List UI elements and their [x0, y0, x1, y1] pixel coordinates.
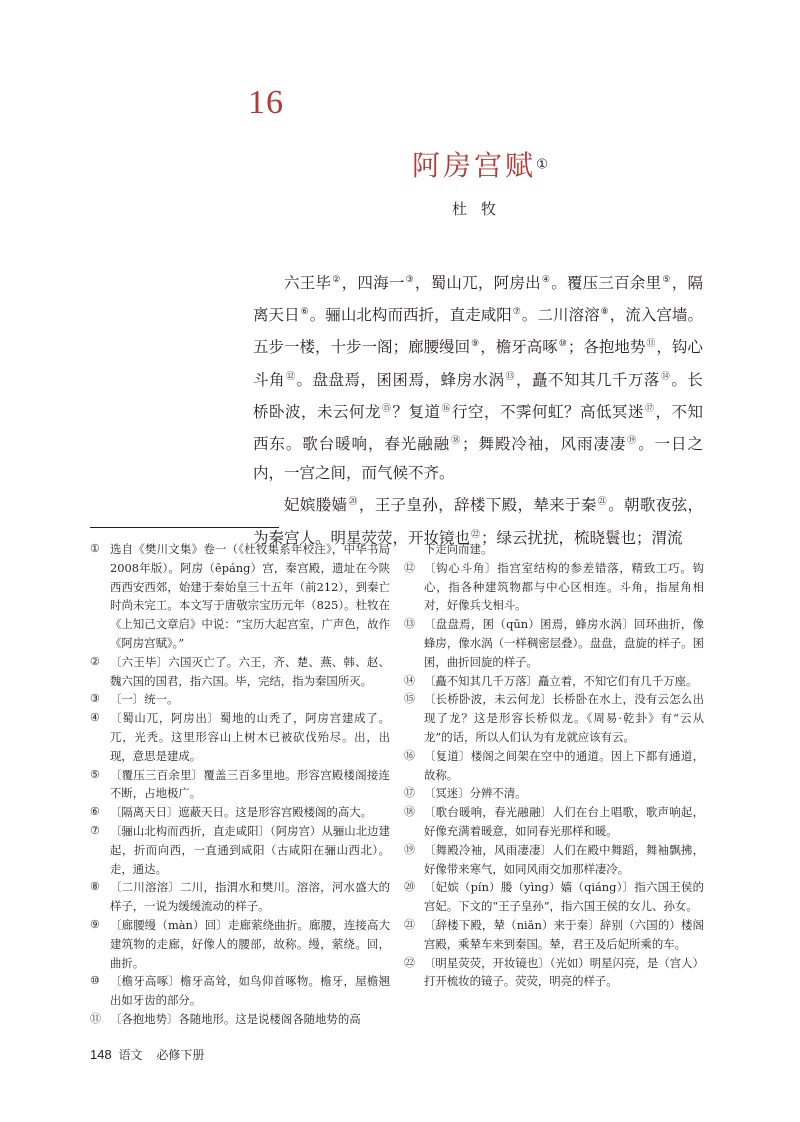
footnote-number: ⑥ [90, 805, 100, 819]
lesson-number: 16 [248, 84, 284, 121]
body-text: 。一日之内，一宫之间，而气候不齐。 [253, 435, 703, 483]
footnote-number: ⑫ [404, 560, 415, 574]
footnote-text: 〔辞楼下殿，辇（niǎn）来于秦〕辞别（六国的）楼阁宫殿，乘辇车来到秦国。辇，君王及后妃所乘的车。 [424, 917, 704, 951]
footnote [404, 672, 704, 691]
footnote-number: ⑤ [90, 767, 100, 781]
footnote-text: 〔盘盘焉，囷（qūn）囷焉，蜂房水涡〕回环曲折，像蜂房，像水涡（一样稠密层叠）。盘盘，盘旋的样子。囷囷，曲折回旋的样子。 [424, 617, 704, 669]
body-text: ，不知西东。歌台暖响，春光融融 [253, 402, 703, 454]
body-text: 。盘盘焉，囷囷焉，蜂房水涡 [296, 370, 505, 389]
body-text: 行空，不霁何虹？高低冥迷 [451, 402, 644, 421]
footnote-ref: ⑯ [441, 403, 451, 414]
footnote-ref: ④ [541, 275, 551, 285]
footnote-number: ⑩ [90, 974, 100, 988]
footnote-number: ⑧ [90, 880, 100, 894]
footnote-ref: ⑰ [644, 403, 655, 414]
footnote-text: 〔舞殿冷袖，风雨凄凄〕人们在殿中舞蹈，舞袖飘拂，好像带来寒气，如同风雨交加那样凄冷。 [424, 842, 704, 876]
footnote-ref: ⑲ [627, 436, 638, 447]
footnotes-right-column [404, 540, 704, 991]
footnote-text: 〔六王毕〕六国灭亡了。六王，齐、楚、燕、韩、赵、魏六国的国君，指六国。毕，完结，指为秦国所灭。 [110, 654, 390, 688]
body-text: ，檐牙高啄 [480, 338, 558, 357]
volume-name: 必修下册 [156, 1048, 205, 1062]
page-title: 阿房宫赋 [412, 149, 537, 182]
footnote-text: 〔明星荧荧，开妆镜也〕（光如）明星闪亮，是（宫人）打开梳妆的镜子。荧荧，明亮的样子。 [424, 955, 704, 989]
body-text: ？复道 [392, 402, 441, 421]
footnote [404, 954, 704, 992]
footnote [90, 766, 390, 804]
footnote [404, 803, 704, 841]
footnote-number: ⑯ [404, 748, 415, 762]
footnote-number: ⑪ [90, 1011, 101, 1025]
footnote-number: ⑨ [90, 917, 100, 931]
body-text: 六王毕 [284, 274, 332, 292]
title-footnote-ref: ① [536, 157, 548, 173]
body-text: ，钩心斗角 [253, 338, 703, 389]
footnote-ref: ㉒ [471, 529, 481, 540]
footnote-text: 〔歌台暖响，春光融融〕人们在台上唱歌，歌声响起，好像充满着暖意，如同春光那样和暖。 [424, 805, 704, 838]
footnote-number: ⑭ [404, 673, 415, 687]
footnote [90, 822, 390, 878]
footnote-text: 〔妃嫔（pín）媵（yìng）嫱（qiáng）〕指六国王侯的宫妃。下文的“王子皇孙”，指六国王侯的女儿、孙女。 [424, 880, 704, 914]
body-text: ，流入宫墙。五步一楼，十步一阁；廊腰缦回 [253, 306, 703, 357]
footnote-text: 选自《樊川文集》卷一（《杜牧集系年校注》，中华书局2008年版）。阿房（ēpáng）宫，秦宫殿，遗址在今陕西西安西郊，始建于秦始皇三十五年（前212），到秦亡时尚未完工。本文写于唐敬宗宝历元年（825）。杜牧在《上知己文章启》中说：“宝历大起宫室，广声色，故作《阿房宫赋》。” [110, 542, 390, 650]
footnote-ref: ⑦ [512, 307, 521, 318]
footnotes-left-column [90, 540, 390, 1029]
page-number: 148 [90, 1047, 112, 1062]
footnote-number: ⑲ [404, 842, 415, 856]
title-block [412, 144, 548, 184]
footnote-number: ③ [90, 692, 100, 706]
body-text: 。长桥卧波，未云何龙 [253, 370, 703, 421]
footnote-ref: ⑧ [600, 307, 609, 318]
footnote-ref: ⑭ [660, 371, 671, 382]
footnote-number: ⑬ [404, 617, 415, 631]
footnote [404, 690, 704, 746]
footnote-text: 〔各抱地势〕各随地形。这是说楼阁各随地势的高 [110, 1011, 361, 1026]
body-text: ，隔离天日 [253, 274, 703, 325]
author: 杜牧 [452, 200, 511, 218]
footnote-number: ⑮ [404, 692, 415, 706]
footnote [90, 709, 390, 765]
footnote-divider [90, 527, 279, 528]
footnote-number: ④ [90, 711, 100, 725]
footnote-number: ㉒ [404, 955, 415, 969]
body-text: 。骊山北构而西折，直走咸阳 [309, 306, 512, 325]
footnote-ref: ⑳ [348, 497, 358, 508]
footnote-ref: ⑤ [662, 275, 671, 285]
page-footer [90, 1046, 204, 1063]
footnote-text: 〔覆压三百余里〕覆盖三百多里地。形容宫殿楼阁接连不断，占地极广。 [110, 767, 390, 801]
footnote-number: ② [90, 654, 100, 668]
footnote [90, 690, 390, 709]
footnote-text: 〔矗不知其几千万落〕矗立着，不知它们有几千万座。 [424, 673, 698, 688]
footnote-ref: ⑥ [300, 307, 309, 318]
body-text: ，王子皇孙，辞楼下殿，辇来于秦 [358, 496, 597, 515]
footnote [90, 803, 390, 822]
book-name: 语文 [118, 1048, 143, 1062]
footnote-text: 〔骊山北构而西折，直走咸阳〕（阿房宫）从骊山北边建起，折而向西，一直通到咸阳（古咸阳在骊山西北）。走，通达。 [110, 823, 390, 876]
footnote-number: ⑳ [404, 880, 415, 894]
footnote-ref: ⑫ [286, 371, 296, 382]
footnote [90, 916, 390, 972]
footnote [404, 559, 704, 615]
footnote [90, 972, 390, 1010]
footnote-ref: ⑱ [451, 436, 462, 447]
body-text: ；舞殿冷袖，风雨凄凄 [462, 435, 627, 454]
body-text: ，矗不知其几千万落 [515, 370, 660, 389]
footnote [90, 653, 390, 691]
footnote [404, 916, 704, 954]
footnote [404, 540, 704, 559]
footnote-text: 〔廊腰缦（màn）回〕走廊萦绕曲折。廊腰，连接高大建筑物的走廊，好像人的腰部，故称。缦，萦绕。回，曲折。 [110, 917, 390, 970]
footnote [404, 878, 704, 916]
footnote-ref: ③ [405, 275, 414, 285]
main-text [253, 266, 703, 553]
footnote-number: ① [90, 542, 100, 555]
body-text: ；各抱地势 [567, 338, 646, 357]
footnote-text: 〔钩心斗角〕指宫室结构的参差错落，精致工巧。钩心，指各种建筑物都与中心区相连。斗角，指屋角相对，好像兵戈相斗。 [424, 560, 704, 613]
footnote-text: 〔一〕统一。 [110, 692, 179, 707]
footnote-text: 下走向而建。 [424, 542, 493, 556]
footnote-text: 〔蜀山兀，阿房出〕蜀地的山秃了，阿房宫建成了。兀，光秃。这里形容山上树木已被砍伐殆尽。出，出现，意思是建成。 [110, 711, 390, 763]
footnote [90, 1010, 390, 1029]
footnote-number: ㉑ [404, 917, 415, 931]
footnote-text: 〔二川溶溶〕二川，指渭水和樊川。溶溶，河水盛大的样子，一说为缓缓流动的样子。 [110, 880, 390, 914]
footnote-text: 〔隔离天日〕遮蔽天日。这是形容宫殿楼阁的高大。 [110, 805, 372, 820]
footnote-number: ⑰ [404, 786, 415, 800]
footnote [404, 615, 704, 671]
footnote-text: 〔长桥卧波，未云何龙〕长桥卧在水上，没有云怎么出现了龙？这是形容长桥似龙。《周易·乾卦》有“云从龙”的话，所以人们认为有龙就应该有云。 [424, 692, 704, 744]
footnote-ref: ⑪ [646, 339, 656, 350]
footnote-text: 〔冥迷〕分辨不清。 [424, 786, 527, 801]
footnote-ref: ② [332, 275, 341, 285]
footnote [404, 784, 704, 803]
footnote-number: ⑦ [90, 823, 100, 837]
body-text: ，蜀山兀，阿房出 [414, 274, 541, 292]
body-text: ，四海一 [341, 274, 405, 292]
footnote-ref: ⑮ [381, 403, 392, 414]
footnote-ref: ⑩ [558, 339, 567, 350]
footnote [90, 540, 390, 653]
footnote [404, 747, 704, 785]
body-paragraph [253, 266, 703, 488]
footnote-ref: ⑬ [505, 371, 515, 382]
body-text: 。覆压三百余里 [551, 274, 662, 292]
footnote-text: 〔檐牙高啄〕檐牙高耸，如鸟仰首啄物。檐牙，屋檐翘出如牙齿的部分。 [110, 974, 390, 1008]
footnote [404, 841, 704, 879]
footnote-number: ⑱ [404, 805, 415, 819]
footnote-ref: ⑨ [471, 339, 480, 350]
footnote-ref: ㉑ [597, 497, 608, 508]
body-text: ；绿云扰扰，梳晓鬟也；渭流 [481, 528, 683, 547]
body-text: 妃嫔媵嫱 [284, 496, 348, 515]
body-text: 。二川溶溶 [521, 306, 600, 325]
body-text: 。朝歌夜弦，为秦宫人。明星荧荧，开妆镜也 [253, 496, 703, 547]
footnote [90, 878, 390, 916]
footnote-text: 〔复道〕楼阁之间架在空中的通道。因上下都有通道，故称。 [424, 748, 704, 782]
